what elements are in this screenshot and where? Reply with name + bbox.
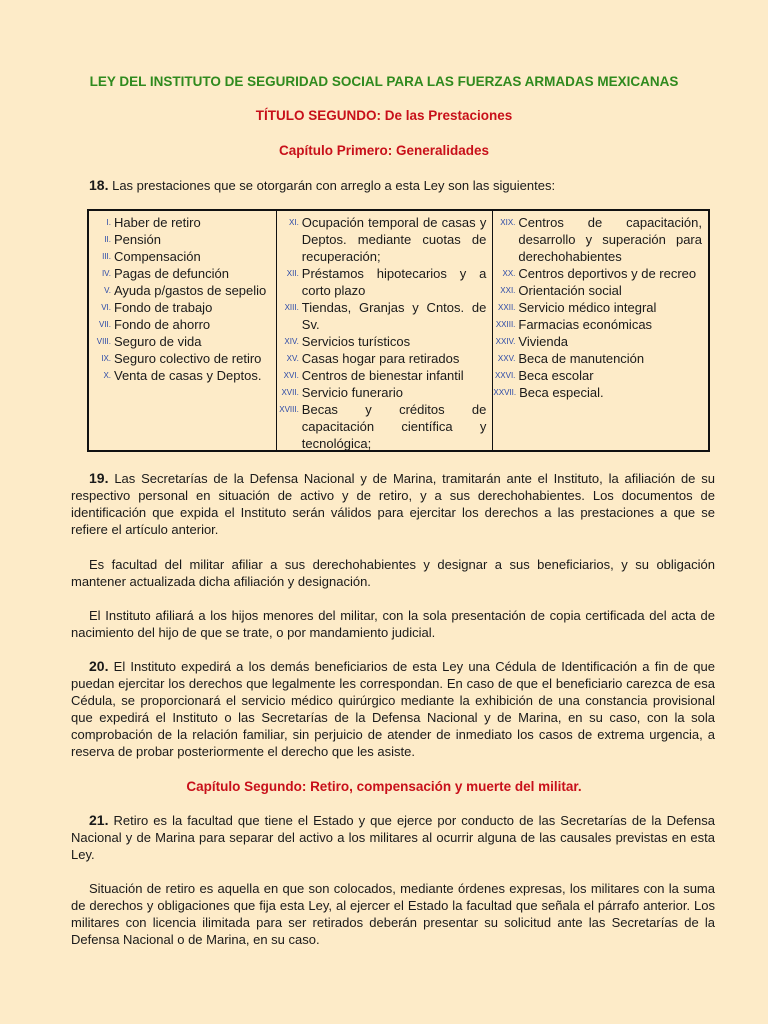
benefit-item: [277, 214, 487, 265]
article-18: [71, 177, 715, 194]
benefit-item: [493, 299, 702, 316]
roman-numeral: XVIII.: [279, 405, 299, 414]
benefit-item: [277, 401, 487, 452]
article-number: 20.: [89, 658, 109, 674]
article-text: Las Secretarías de la Defensa Nacional y de Marina, tramitarán ante el Instituto, la afiliación de su respectivo personal en situación de activo y de retiro, y a sus derechohabientes. Los documentos de identificación que expida el Instituto serán válidos para ejercitar los derechos a las prestaciones a que se refiere el artículo anterior.: [71, 471, 715, 537]
roman-numeral: XXV.: [497, 354, 516, 363]
benefit-item: [89, 248, 270, 265]
roman-numeral: VIII.: [96, 337, 111, 346]
roman-numeral: XXI.: [500, 286, 516, 295]
benefit-item: [89, 299, 270, 316]
benefit-item: [277, 367, 487, 384]
roman-numeral: VI.: [101, 303, 111, 312]
benefit-text: Beca escolar: [518, 368, 594, 383]
roman-numeral: XXVI.: [494, 371, 516, 380]
paragraph-19c: El Instituto afiliará a los hijos menores del militar, con la sola presentación de copia certificada del acta de nacimiento del hijo de que se trate, o por mandamiento judicial.: [71, 608, 715, 640]
benefit-item: [493, 316, 702, 333]
benefit-item: [89, 367, 270, 384]
benefit-text: Seguro de vida: [114, 334, 202, 349]
benefit-item: [493, 384, 702, 401]
benefit-text: Servicio médico integral: [518, 300, 657, 315]
benefits-table: [87, 209, 710, 452]
roman-numeral: XX.: [502, 269, 516, 278]
benefit-text: Servicio funerario: [301, 385, 403, 400]
article-number: 18.: [89, 177, 109, 193]
benefit-text: Beca especial.: [519, 385, 604, 400]
roman-numeral: XI.: [289, 218, 299, 227]
benefit-text: Fondo de ahorro: [114, 317, 211, 332]
roman-numeral: IX.: [101, 354, 111, 363]
paragraph-19b: Es facultad del militar afiliar a sus derechohabientes y designar a sus beneficiarios, y su obligación mantener actualizada dicha afiliación y designación.: [71, 557, 715, 589]
benefit-text: Servicios turísticos: [301, 334, 411, 349]
benefit-item: [493, 282, 702, 299]
benefit-text: Pagas de defunción: [114, 266, 229, 281]
benefit-text: Farmacias económicas: [518, 317, 653, 332]
benefit-text: Seguro colectivo de retiro: [114, 351, 262, 366]
benefit-text: Compensación: [114, 249, 201, 264]
roman-numeral: XVI.: [283, 371, 299, 380]
benefit-text: Pensión: [114, 232, 161, 247]
roman-numeral: XIV.: [284, 337, 299, 346]
article-text: El Instituto expedirá a los demás beneficiarios de esta Ley una Cédula de Identificación a fin de que puedan ejercitar los derechos que legalmente les correspondan. En caso de que el beneficiario carezca de esa Cédula, se proporcionará el servicio médico quirúrgico mediante la exhibición de una constancia provisional que expedirá el Instituto o las Secretarías de la Defensa Nacional y de Marina, en su caso, con la sola comprobación de la relación familiar, sin perjuicio de atender de inmediato los casos de extrema urgencia, a reserva de probar posteriormente el derecho que les asiste.: [71, 659, 715, 759]
benefit-text: Becas y créditos de capacitación científica y tecnológica;: [301, 402, 487, 451]
roman-numeral: XV.: [286, 354, 299, 363]
benefit-item: [89, 282, 270, 299]
benefit-item: [493, 367, 702, 384]
roman-numeral: I.: [106, 218, 111, 227]
benefit-text: Casas hogar para retirados: [301, 351, 460, 366]
benefit-item: [89, 316, 270, 333]
benefit-item: [89, 350, 270, 367]
benefit-item: [277, 333, 487, 350]
roman-numeral: VII.: [98, 320, 111, 329]
titulo-heading: TÍTULO SEGUNDO: De las Prestaciones: [255, 108, 513, 123]
benefit-text: Vivienda: [518, 334, 569, 349]
article-19: [71, 470, 715, 538]
benefit-text: Venta de casas y Deptos.: [114, 368, 262, 383]
article-20: [71, 658, 715, 760]
capitulo-1-heading: Capítulo Primero: Generalidades: [278, 143, 490, 158]
roman-numeral: XXIII.: [495, 320, 516, 329]
article-number: 19.: [89, 470, 109, 486]
roman-numeral: XXIV.: [495, 337, 516, 346]
roman-numeral: XIII.: [284, 303, 299, 312]
article-number: 21.: [89, 812, 109, 828]
benefit-item: [89, 214, 270, 231]
capitulo-2-heading: Capítulo Segundo: Retiro, compensación y muerte del militar.: [186, 779, 582, 794]
roman-numeral: XXII.: [498, 303, 516, 312]
roman-numeral: XII.: [286, 269, 299, 278]
article-text: Las prestaciones que se otorgarán con arreglo a esta Ley son las siguientes:: [112, 178, 556, 193]
benefit-text: Ayuda p/gastos de sepelio: [114, 283, 267, 298]
benefit-text: Préstamos hipotecarios y a corto plazo: [301, 266, 487, 298]
benefit-item: [493, 265, 702, 282]
benefit-text: Ocupación temporal de casas y Deptos. mediante cuotas de recuperación;: [301, 215, 487, 264]
benefit-item: [277, 299, 487, 333]
benefit-item: [277, 265, 487, 299]
law-title: LEY DEL INSTITUTO DE SEGURIDAD SOCIAL PARA LAS FUERZAS ARMADAS MEXICANAS: [89, 74, 679, 89]
benefit-item: [89, 333, 270, 350]
benefit-item: [493, 214, 702, 265]
article-text: Retiro es la facultad que tiene el Estado y que ejerce por conducto de las Secretarías de la Defensa Nacional y de Marina para separar del activo a los militares al ocurrir alguna de las causales previstas en esta Ley.: [71, 813, 715, 862]
roman-numeral: X.: [103, 371, 111, 380]
roman-numeral: V.: [104, 286, 111, 295]
benefit-text: Haber de retiro: [114, 215, 201, 230]
benefit-item: [493, 350, 702, 367]
benefits-column-3: [492, 211, 708, 450]
benefit-item: [89, 265, 270, 282]
benefit-text: Centros de bienestar infantil: [301, 368, 464, 383]
roman-numeral: XXVII.: [493, 388, 517, 397]
benefits-column-1: [89, 211, 276, 450]
benefit-text: Centros deportivos y de recreo: [518, 266, 697, 281]
benefit-text: Centros de capacitación, desarrollo y superación para derechohabientes: [518, 215, 702, 264]
benefit-item: [277, 384, 487, 401]
roman-numeral: II.: [104, 235, 111, 244]
benefit-item: [493, 333, 702, 350]
roman-numeral: XVII.: [281, 388, 299, 397]
benefit-text: Fondo de trabajo: [114, 300, 213, 315]
benefit-text: Beca de manutención: [518, 351, 645, 366]
benefit-item: [277, 350, 487, 367]
benefit-text: Tiendas, Granjas y Cntos. de Sv.: [301, 300, 487, 332]
benefit-text: Orientación social: [518, 283, 622, 298]
roman-numeral: III.: [102, 252, 111, 261]
benefit-item: [89, 231, 270, 248]
roman-numeral: XIX.: [500, 218, 516, 227]
paragraph-21b: Situación de retiro es aquella en que son colocados, mediante órdenes expresas, los militares con la suma de derechos y obligaciones que fija esta Ley, al ejercer el Estado la facultad que señala el párrafo anterior. Los militares con licencia ilimitada para ser retirados deberán presentar su solicitud ante las Secretarías de la Defensa Nacional o de Marina, en su caso.: [71, 881, 715, 947]
benefits-column-2: [276, 211, 493, 450]
roman-numeral: IV.: [101, 269, 111, 278]
article-21: [71, 812, 715, 863]
